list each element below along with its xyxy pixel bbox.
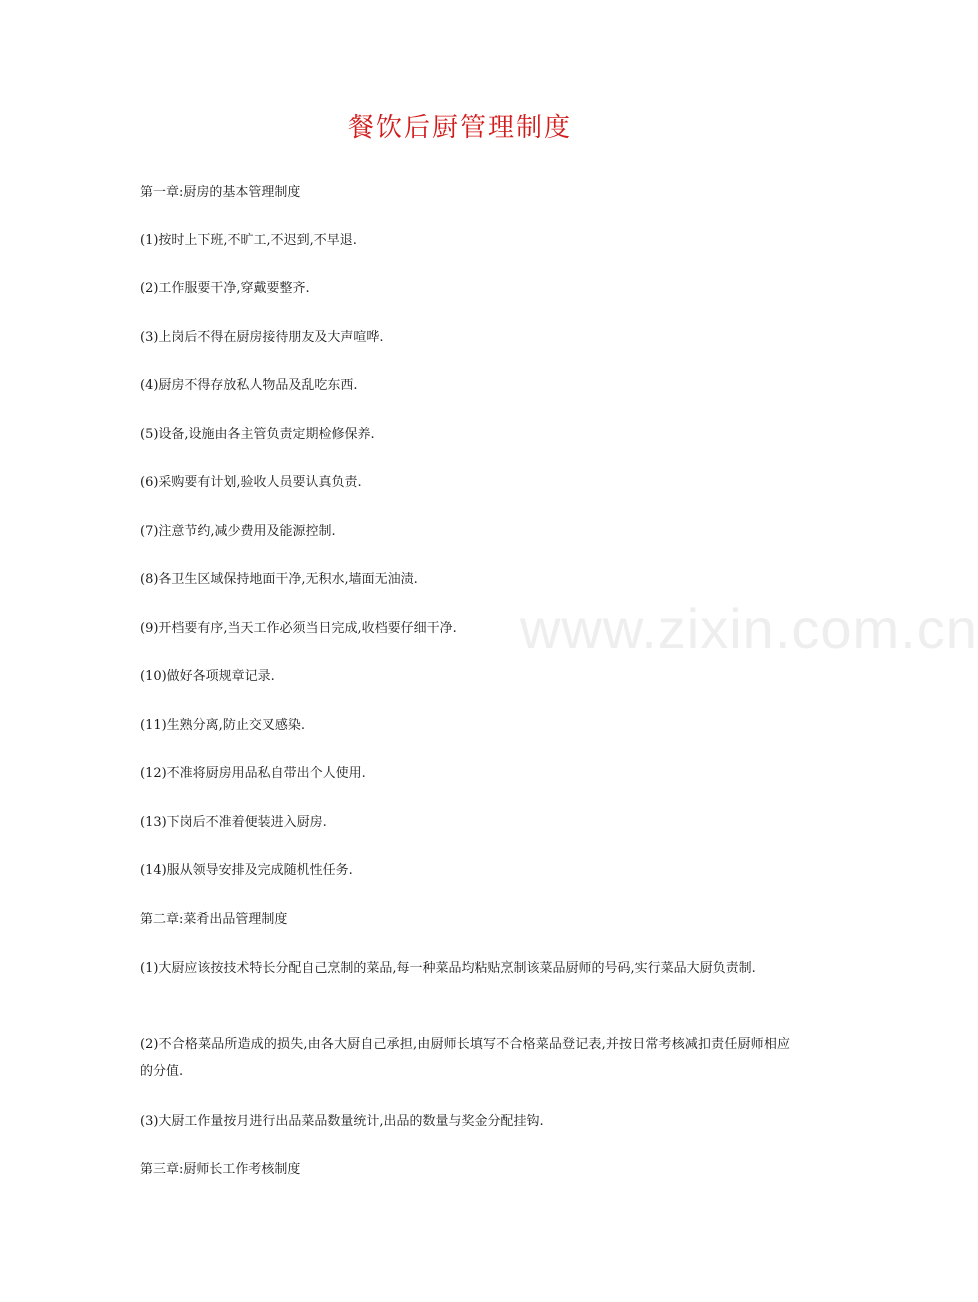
chapter2-heading: 第二章:菜肴出品管理制度 xyxy=(140,912,288,927)
chapter1-item-7: (7)注意节约,减少费用及能源控制. xyxy=(140,524,336,539)
chapter1-item-8: (8)各卫生区域保持地面干净,无积水,墙面无油渍. xyxy=(140,572,418,587)
chapter1-item-3: (3)上岗后不得在厨房接待朋友及大声喧哗. xyxy=(140,330,384,345)
chapter1-item-12: (12)不准将厨房用品私自带出个人使用. xyxy=(140,766,366,781)
chapter3-heading: 第三章:厨师长工作考核制度 xyxy=(140,1162,301,1177)
chapter2-item-3: (3)大厨工作量按月进行出品菜品数量统计,出品的数量与奖金分配挂钩. xyxy=(140,1114,544,1129)
chapter2-item-1: (1)大厨应该按技术特长分配自己烹制的菜品,每一种菜品均粘贴烹制该菜品厨师的号码,实行菜品大厨负责制. xyxy=(140,961,756,976)
chapter2-item-2: (2)不合格菜品所造成的损失,由各大厨自己承担,由厨师长填写不合格菜品登记表,并按日常考核减扣责任厨师相应的分值. xyxy=(140,1037,790,1079)
chapter1-item-9: (9)开档要有序,当天工作必须当日完成,收档要仔细干净. xyxy=(140,621,457,636)
chapter1-item-11: (11)生熟分离,防止交叉感染. xyxy=(140,718,305,733)
chapter1-item-2: (2)工作服要干净,穿戴要整齐. xyxy=(140,281,310,296)
document-title: 餐饮后厨管理制度 xyxy=(347,113,572,143)
chapter1-item-13: (13)下岗后不准着便装进入厨房. xyxy=(140,815,327,830)
chapter1-item-6: (6)采购要有计划,验收人员要认真负责. xyxy=(140,475,362,490)
chapter1-item-4: (4)厨房不得存放私人物品及乱吃东西. xyxy=(140,378,358,393)
watermark: www.zixin.com.cn xyxy=(520,597,978,660)
chapter1-item-1: (1)按时上下班,不旷工,不迟到,不早退. xyxy=(140,233,357,248)
chapter1-heading: 第一章:厨房的基本管理制度 xyxy=(140,185,301,200)
chapter1-item-10: (10)做好各项规章记录. xyxy=(140,669,275,684)
chapter1-item-5: (5)设备,设施由各主管负责定期检修保养. xyxy=(140,427,375,442)
chapter1-item-14: (14)服从领导安排及完成随机性任务. xyxy=(140,863,353,878)
